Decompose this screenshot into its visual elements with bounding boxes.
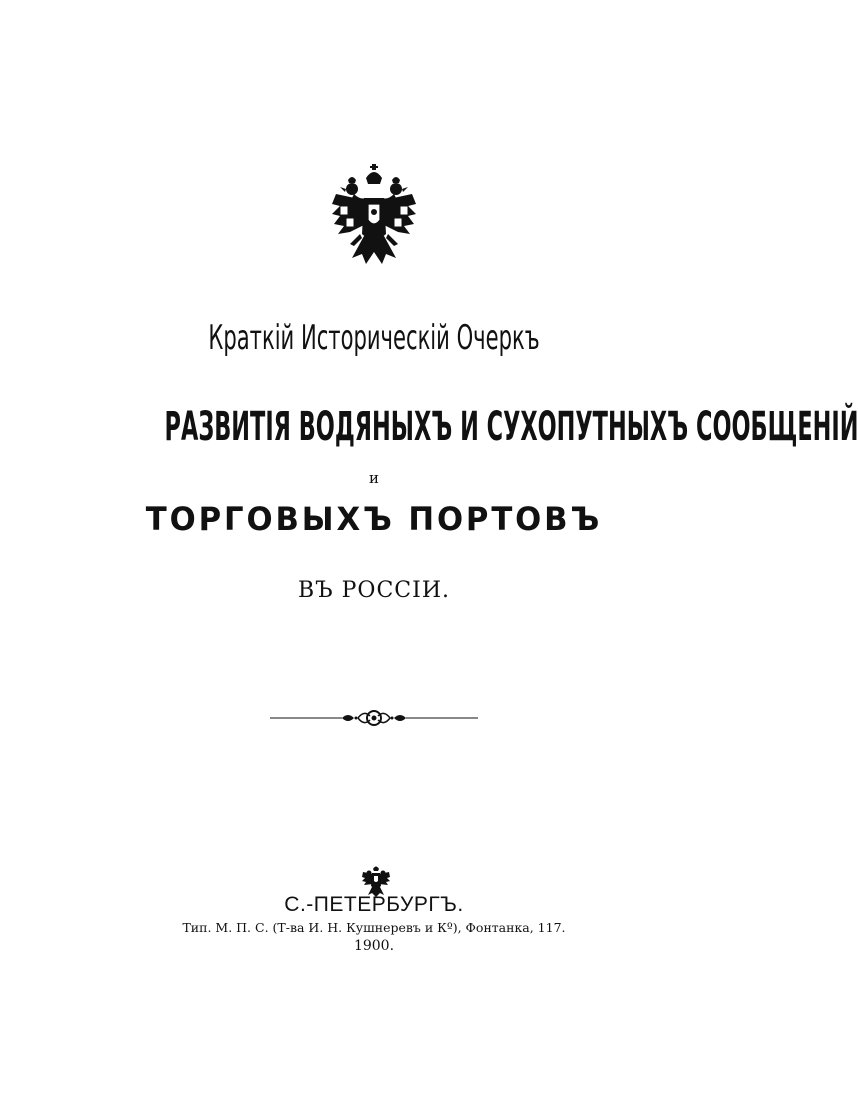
imprint-printer: Тип. М. П. С. (Т-ва И. Н. Кушнеревъ и Кº), Фонтанка, 117. <box>182 920 566 935</box>
double-headed-eagle-icon <box>330 164 418 270</box>
title-line-trade-ports: ТОРГОВЫХЪ ПОРТОВЪ <box>145 500 603 538</box>
imprint-city: С.-ПЕТЕРБУРГЪ. <box>284 893 464 916</box>
title-line-in-russia: ВЪ РОССІИ. <box>297 578 450 603</box>
title-line-and: и <box>369 469 379 487</box>
imprint-year: 1900. <box>353 938 395 954</box>
ornamental-rule <box>270 706 478 730</box>
title-line-development-of-communications: РАЗВИТІЯ ВОДЯНЫХЪ И СУХОПУТНЫХЪ СООБЩЕНІЙ <box>164 404 858 450</box>
title-line-brief-historical-essay: Краткій Историческій Очеркъ <box>208 318 540 358</box>
